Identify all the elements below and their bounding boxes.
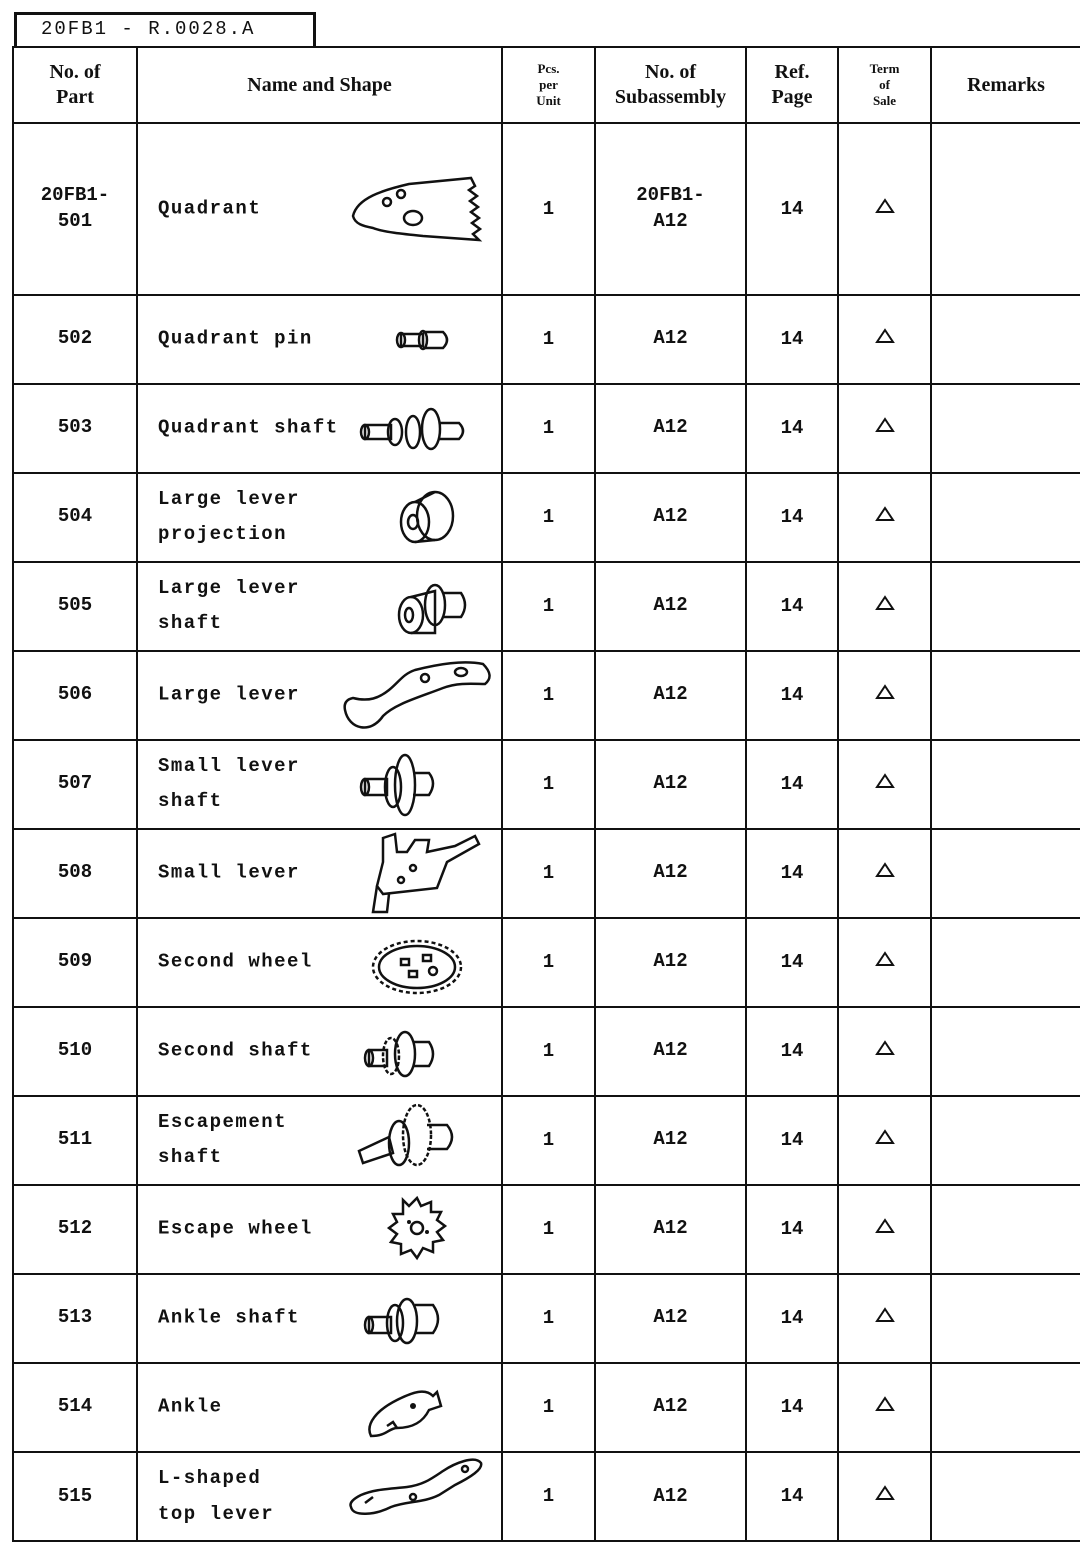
part-name-and-shape xyxy=(137,1363,502,1452)
document-code: 20FB1 - R.0028.A xyxy=(14,12,316,46)
ref-page: 14 xyxy=(746,1096,838,1185)
ref-page: 14 xyxy=(746,918,838,1007)
part-name-and-shape xyxy=(137,473,502,562)
term-of-sale xyxy=(838,562,931,651)
escape-wheel-icon xyxy=(343,1188,493,1270)
header-name-and-shape: Name and Shape xyxy=(137,47,502,123)
ref-page: 14 xyxy=(746,295,838,384)
ref-page: 14 xyxy=(746,829,838,918)
remarks-cell xyxy=(931,651,1080,740)
header-term-of-sale: Term of Sale xyxy=(838,47,931,123)
part-name-and-shape xyxy=(137,829,502,918)
term-of-sale xyxy=(838,1363,931,1452)
table-row xyxy=(13,295,1080,384)
subassembly-number: A12 xyxy=(595,1096,746,1185)
table-row xyxy=(13,651,1080,740)
remarks-cell xyxy=(931,829,1080,918)
triangle-icon xyxy=(875,773,895,789)
part-number: 513 xyxy=(13,1274,137,1363)
term-of-sale xyxy=(838,1274,931,1363)
term-of-sale xyxy=(838,740,931,829)
triangle-icon xyxy=(875,417,895,433)
part-name: Small lever xyxy=(158,861,300,884)
pieces-per-unit: 1 xyxy=(502,295,595,384)
part-name-and-shape xyxy=(137,1007,502,1096)
subassembly-number: A12 xyxy=(595,295,746,384)
part-name: Escape wheel xyxy=(158,1217,313,1240)
part-name-and-shape xyxy=(137,1096,502,1185)
part-name: L-shaped top lever xyxy=(158,1467,275,1525)
pieces-per-unit: 1 xyxy=(502,1274,595,1363)
part-name: Escapement shaft xyxy=(158,1111,288,1169)
part-number: 515 xyxy=(13,1452,137,1541)
part-number: 508 xyxy=(13,829,137,918)
table-row xyxy=(13,1185,1080,1274)
term-of-sale xyxy=(838,651,931,740)
part-name-and-shape xyxy=(137,295,502,384)
ref-page: 14 xyxy=(746,1363,838,1452)
part-name-and-shape xyxy=(137,562,502,651)
subassembly-number: A12 xyxy=(595,1274,746,1363)
part-name: Small lever shaft xyxy=(158,755,300,813)
part-number: 504 xyxy=(13,473,137,562)
pieces-per-unit: 1 xyxy=(502,1185,595,1274)
part-name: Large lever xyxy=(158,683,300,706)
table-row xyxy=(13,123,1080,295)
large-lever-icon xyxy=(343,654,493,736)
part-number: 507 xyxy=(13,740,137,829)
part-name: Ankle shaft xyxy=(158,1306,300,1329)
remarks-cell xyxy=(931,918,1080,1007)
triangle-icon xyxy=(875,1129,895,1145)
part-name-and-shape xyxy=(137,740,502,829)
header-row xyxy=(13,47,1080,123)
table-row xyxy=(13,829,1080,918)
part-name: Quadrant pin xyxy=(158,327,313,350)
part-number: 505 xyxy=(13,562,137,651)
part-name: Second shaft xyxy=(158,1039,313,1062)
table-row xyxy=(13,918,1080,1007)
part-name: Quadrant shaft xyxy=(158,416,339,439)
header-pcs-per-unit: Pcs. per Unit xyxy=(502,47,595,123)
part-number: 512 xyxy=(13,1185,137,1274)
part-name: Large lever shaft xyxy=(158,577,300,635)
subassembly-number: A12 xyxy=(595,1363,746,1452)
large-lever-shaft-icon xyxy=(343,565,493,647)
ref-page: 14 xyxy=(746,651,838,740)
triangle-icon xyxy=(875,595,895,611)
pieces-per-unit: 1 xyxy=(502,384,595,473)
triangle-icon xyxy=(875,198,895,214)
pieces-per-unit: 1 xyxy=(502,651,595,740)
ref-page: 14 xyxy=(746,384,838,473)
remarks-cell xyxy=(931,1007,1080,1096)
subassembly-number: A12 xyxy=(595,651,746,740)
part-number: 511 xyxy=(13,1096,137,1185)
ref-page: 14 xyxy=(746,1185,838,1274)
term-of-sale xyxy=(838,1452,931,1541)
triangle-icon xyxy=(875,328,895,344)
remarks-cell xyxy=(931,1274,1080,1363)
part-number: 503 xyxy=(13,384,137,473)
remarks-cell xyxy=(931,1096,1080,1185)
remarks-cell xyxy=(931,1452,1080,1541)
part-name-and-shape xyxy=(137,1274,502,1363)
triangle-icon xyxy=(875,951,895,967)
subassembly-number: A12 xyxy=(595,918,746,1007)
term-of-sale xyxy=(838,384,931,473)
large-lever-projection-icon xyxy=(343,476,493,558)
remarks-cell xyxy=(931,295,1080,384)
ankle-icon xyxy=(343,1366,493,1448)
subassembly-number: A12 xyxy=(595,562,746,651)
remarks-cell xyxy=(931,473,1080,562)
part-number: 502 xyxy=(13,295,137,384)
ref-page: 14 xyxy=(746,1452,838,1541)
header-remarks: Remarks xyxy=(931,47,1080,123)
subassembly-number: A12 xyxy=(595,1185,746,1274)
remarks-cell xyxy=(931,740,1080,829)
header-no-of-subassembly: No. of Subassembly xyxy=(595,47,746,123)
subassembly-number: A12 xyxy=(595,1452,746,1541)
triangle-icon xyxy=(875,862,895,878)
quadrant-shaft-icon xyxy=(343,387,493,469)
triangle-icon xyxy=(875,1485,895,1501)
pieces-per-unit: 1 xyxy=(502,562,595,651)
term-of-sale xyxy=(838,829,931,918)
second-wheel-icon xyxy=(343,921,493,1003)
remarks-cell xyxy=(931,1185,1080,1274)
remarks-cell xyxy=(931,123,1080,295)
remarks-cell xyxy=(931,1363,1080,1452)
table-row xyxy=(13,1452,1080,1541)
subassembly-number: A12 xyxy=(595,829,746,918)
part-number: 506 xyxy=(13,651,137,740)
small-lever-icon xyxy=(343,832,493,914)
pieces-per-unit: 1 xyxy=(502,740,595,829)
quadrant-pin-icon xyxy=(343,298,493,380)
part-name-and-shape xyxy=(137,918,502,1007)
term-of-sale xyxy=(838,1096,931,1185)
pieces-per-unit: 1 xyxy=(502,1007,595,1096)
escapement-shaft-icon xyxy=(343,1099,493,1181)
part-name-and-shape xyxy=(137,123,502,295)
triangle-icon xyxy=(875,1396,895,1412)
header-ref-page: Ref. Page xyxy=(746,47,838,123)
term-of-sale xyxy=(838,473,931,562)
term-of-sale xyxy=(838,1007,931,1096)
part-number: 514 xyxy=(13,1363,137,1452)
table-row xyxy=(13,1363,1080,1452)
part-name: Quadrant xyxy=(158,197,262,220)
subassembly-number: A12 xyxy=(595,1007,746,1096)
ref-page: 14 xyxy=(746,1007,838,1096)
triangle-icon xyxy=(875,1040,895,1056)
triangle-icon xyxy=(875,1218,895,1234)
triangle-icon xyxy=(875,1307,895,1323)
remarks-cell xyxy=(931,384,1080,473)
part-name: Ankle xyxy=(158,1395,223,1418)
table-row xyxy=(13,562,1080,651)
subassembly-number: A12 xyxy=(595,740,746,829)
part-number: 510 xyxy=(13,1007,137,1096)
subassembly-number: A12 xyxy=(595,473,746,562)
pieces-per-unit: 1 xyxy=(502,1363,595,1452)
pieces-per-unit: 1 xyxy=(502,1452,595,1541)
term-of-sale xyxy=(838,123,931,295)
subassembly-number: A12 xyxy=(595,384,746,473)
ref-page: 14 xyxy=(746,1274,838,1363)
l-shaped-top-lever-icon xyxy=(343,1455,493,1537)
ref-page: 14 xyxy=(746,740,838,829)
pieces-per-unit: 1 xyxy=(502,918,595,1007)
triangle-icon xyxy=(875,506,895,522)
pieces-per-unit: 1 xyxy=(502,829,595,918)
part-name-and-shape xyxy=(137,1452,502,1541)
subassembly-number: 20FB1- A12 xyxy=(595,123,746,295)
ref-page: 14 xyxy=(746,562,838,651)
parts-table xyxy=(12,46,1080,1542)
table-row xyxy=(13,384,1080,473)
table-row xyxy=(13,740,1080,829)
table-row xyxy=(13,473,1080,562)
pieces-per-unit: 1 xyxy=(502,123,595,295)
term-of-sale xyxy=(838,295,931,384)
part-number: 20FB1- 501 xyxy=(13,123,137,295)
table-row xyxy=(13,1096,1080,1185)
second-shaft-icon xyxy=(343,1010,493,1092)
pieces-per-unit: 1 xyxy=(502,473,595,562)
ankle-shaft-icon xyxy=(343,1277,493,1359)
part-name-and-shape xyxy=(137,384,502,473)
part-name-and-shape xyxy=(137,651,502,740)
part-name: Large lever projection xyxy=(158,488,300,546)
ref-page: 14 xyxy=(746,123,838,295)
part-number: 509 xyxy=(13,918,137,1007)
table-row xyxy=(13,1007,1080,1096)
term-of-sale xyxy=(838,918,931,1007)
part-name-and-shape xyxy=(137,1185,502,1274)
table-row xyxy=(13,1274,1080,1363)
small-lever-shaft-icon xyxy=(343,743,493,825)
part-name: Second wheel xyxy=(158,950,313,973)
ref-page: 14 xyxy=(746,473,838,562)
pieces-per-unit: 1 xyxy=(502,1096,595,1185)
header-no-of-part: No. of Part xyxy=(13,47,137,123)
quadrant-icon xyxy=(343,168,493,250)
remarks-cell xyxy=(931,562,1080,651)
triangle-icon xyxy=(875,684,895,700)
parts-table-body xyxy=(13,123,1080,1541)
term-of-sale xyxy=(838,1185,931,1274)
